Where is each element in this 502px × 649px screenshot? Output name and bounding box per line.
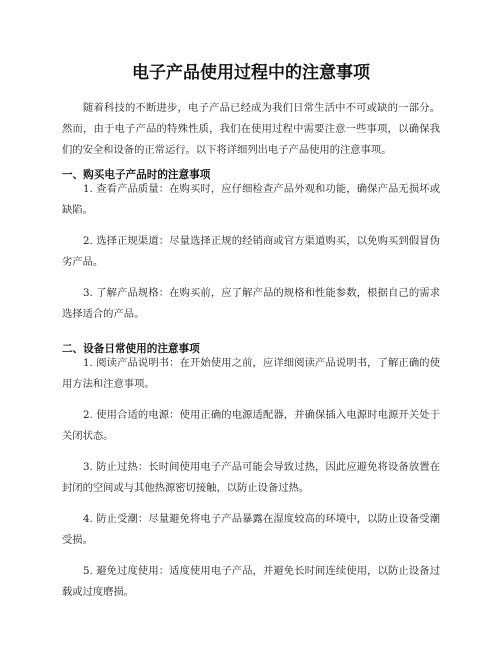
daily-use-item-3: 3. 防止过热：长时间使用电子产品可能会导致过热，因此应避免将设备放置在封闭的空间或与其他热源密切接触，以防止设备过热。 bbox=[62, 461, 440, 494]
daily-use-item-4: 4. 防止受潮：尽量避免将电子产品暴露在湿度较高的环境中，以防止设备受潮受损。 bbox=[62, 513, 440, 546]
purchase-item-2: 2. 选择正规渠道：尽量选择正规的经销商或官方渠道购买，以免购买到假冒伪劣产品。 bbox=[62, 235, 440, 268]
purchase-item-3: 3. 了解产品规格：在购买前，应了解产品的规格和性能参数，根据自己的需求选择适合的产品。 bbox=[62, 287, 440, 320]
intro-paragraph: 随着科技的不断进步，电子产品已经成为我们日常生活中不可或缺的一部分。然而，由于电子产品的特殊性质，我们在使用过程中需要注意一些事项，以确保我们的安全和设备的正常运行。以下将详细列出电子产品使用的注意事项。 bbox=[62, 102, 440, 156]
purchase-item-1: 1. 查看产品质量：在购买时，应仔细检查产品外观和功能，确保产品无损坏或缺陷。 bbox=[62, 183, 440, 216]
daily-use-item-1: 1. 阅读产品说明书：在开始使用之前，应详细阅读产品说明书，了解正确的使用方法和注意事项。 bbox=[62, 357, 440, 390]
section-heading-daily-use: 二、设备日常使用的注意事项 bbox=[62, 343, 200, 355]
document-title: 电子产品使用过程中的注意事项 bbox=[132, 63, 370, 83]
section-heading-purchase: 一、购买电子产品时的注意事项 bbox=[62, 169, 211, 181]
daily-use-item-2: 2. 使用合适的电源：使用正确的电源适配器，并确保插入电源时电源开关处于关闭状态。 bbox=[62, 409, 440, 442]
daily-use-item-5: 5. 避免过度使用：适度使用电子产品，并避免长时间连续使用，以防止设备过载或过度磨损。 bbox=[62, 565, 440, 598]
